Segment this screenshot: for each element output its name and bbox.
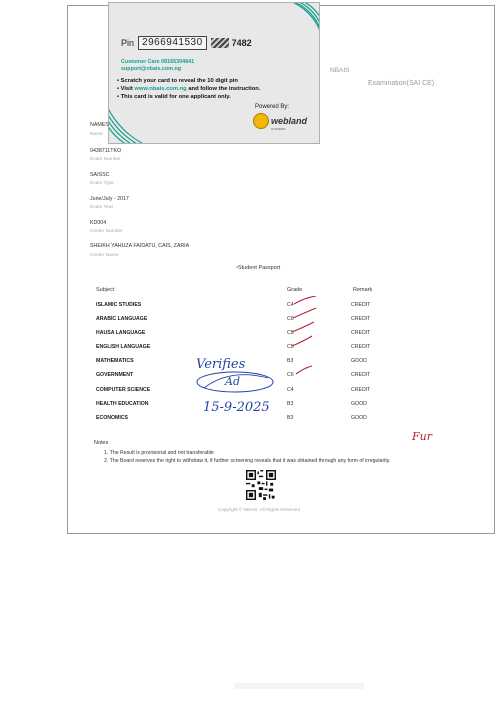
header-org: NBAIS [330, 67, 350, 74]
instruction-1: • Scratch your card to reveal the 10 digit pin [117, 78, 238, 84]
customer-care-phone: Customer Care 08165304841 [121, 59, 195, 65]
webland-logo-icon [253, 113, 269, 129]
webland-logo: webland [253, 113, 307, 129]
check-mark [292, 322, 314, 332]
subject-cell: ARABIC LANGUAGE [96, 316, 148, 322]
broken-image-icon: ▫ [236, 265, 238, 271]
exam-number-value: 0438711TKO [90, 148, 122, 154]
exam-year-value: June/July - 2017 [90, 196, 129, 202]
remark-cell: CREDIT [351, 372, 371, 378]
grade-cell: B3 [287, 358, 294, 364]
card-instructions [117, 77, 260, 101]
remark-cell: CREDIT [351, 316, 371, 322]
subject-cell: HAUSA LANGUAGE [96, 330, 146, 336]
remark-cell: CREDIT [351, 302, 371, 308]
remark-cell: GOOD [351, 415, 367, 421]
note-item: 2. The Board reserves the right to withdraw it, if further screening reveals that it was obtained through any form of irregularity. [104, 458, 391, 464]
center-number-label: Center Number [90, 229, 123, 234]
grade-cell: C4 [287, 387, 294, 393]
center-name-label: Center Name [90, 253, 119, 258]
result-row [96, 316, 396, 326]
subject-cell: COMPUTER SCIENCE [96, 387, 151, 393]
powered-by: Powered By: [255, 104, 290, 110]
subject-cell: ENGLISH LANGUAGE [96, 344, 151, 350]
grade-cell: C6 [287, 372, 294, 378]
red-initials: Fur [412, 430, 432, 443]
name-label: Name [90, 132, 103, 137]
exam-year-label: Exam Year [90, 205, 114, 210]
check-mark [292, 336, 312, 346]
subject-cell: GOVERNMENT [96, 372, 134, 378]
exam-number-label: Exam Number [90, 157, 121, 162]
check-mark [296, 366, 312, 374]
exam-type-value: SAISSC [90, 172, 110, 178]
check-mark [293, 308, 316, 318]
faint-bleed-through [234, 683, 364, 689]
remark-cell: CREDIT [351, 344, 371, 350]
grade-cell: C6 [287, 316, 294, 322]
header-grade: Grade [287, 287, 303, 293]
remark-cell: GOOD [351, 401, 367, 407]
support-email: support@nbais.com.ng [121, 66, 182, 72]
handwritten-date: 15-9-2025 [203, 400, 270, 415]
note-item: 1. The Result is provisional and not transferable [104, 450, 214, 456]
student-passport-image: ▫Student Passport [236, 265, 281, 271]
grade-cell: C4 [287, 302, 294, 308]
grade-cell: B3 [287, 415, 294, 421]
instruction-3: • This card is valid for one applicant only. [117, 94, 231, 100]
pin-serial: 7482 [231, 38, 252, 48]
scratch-area [211, 38, 229, 48]
remark-cell: CREDIT [351, 387, 371, 393]
copyright: Copyright © NBAIS. All Rights Reserved [218, 507, 301, 512]
grade-cell: C5 [287, 344, 294, 350]
subject-cell: ECONOMICS [96, 415, 128, 421]
qr-code [246, 470, 276, 500]
grade-cell: C5 [287, 330, 294, 336]
names-value: NAMES [90, 122, 109, 128]
center-number-value: KD004 [90, 220, 107, 226]
subject-cell: MATHEMATICS [96, 358, 134, 364]
pin-row [121, 36, 252, 50]
notes-title: Notes [94, 440, 109, 446]
result-row [96, 415, 396, 425]
header-remark: Remark [353, 287, 373, 293]
customer-care [121, 59, 194, 73]
result-row [96, 302, 396, 312]
remark-cell: GOOD [351, 358, 367, 364]
subject-cell: HEALTH EDUCATION [96, 401, 149, 407]
pin-label: Pin [121, 38, 135, 48]
header-subject: Subject [96, 287, 115, 293]
scratch-card [108, 2, 320, 144]
center-name-value: SHEIKH YAHUZA FAIDATU, CAIS, ZARIA [90, 243, 190, 249]
result-row [96, 344, 396, 354]
grade-cell: B3 [287, 401, 294, 407]
result-row [96, 330, 396, 340]
instruction-2: • Visit www.nbais.com.ng and follow the instruction. [117, 86, 261, 92]
webland-logo-sub: SYSTEMS [271, 127, 286, 131]
subject-cell: ISLAMIC STUDIES [96, 302, 142, 308]
check-mark [294, 296, 316, 304]
header-exam-title: Examination(SAI CE) [368, 80, 435, 87]
handwritten-initials: Ad [225, 375, 240, 388]
remark-cell: CREDIT [351, 330, 371, 336]
handwritten-verified: Verifies [196, 357, 246, 372]
pin-value: 2966941530 [138, 36, 207, 50]
grade-check-marks [290, 296, 330, 376]
exam-type-label: Exam Type [90, 181, 114, 186]
